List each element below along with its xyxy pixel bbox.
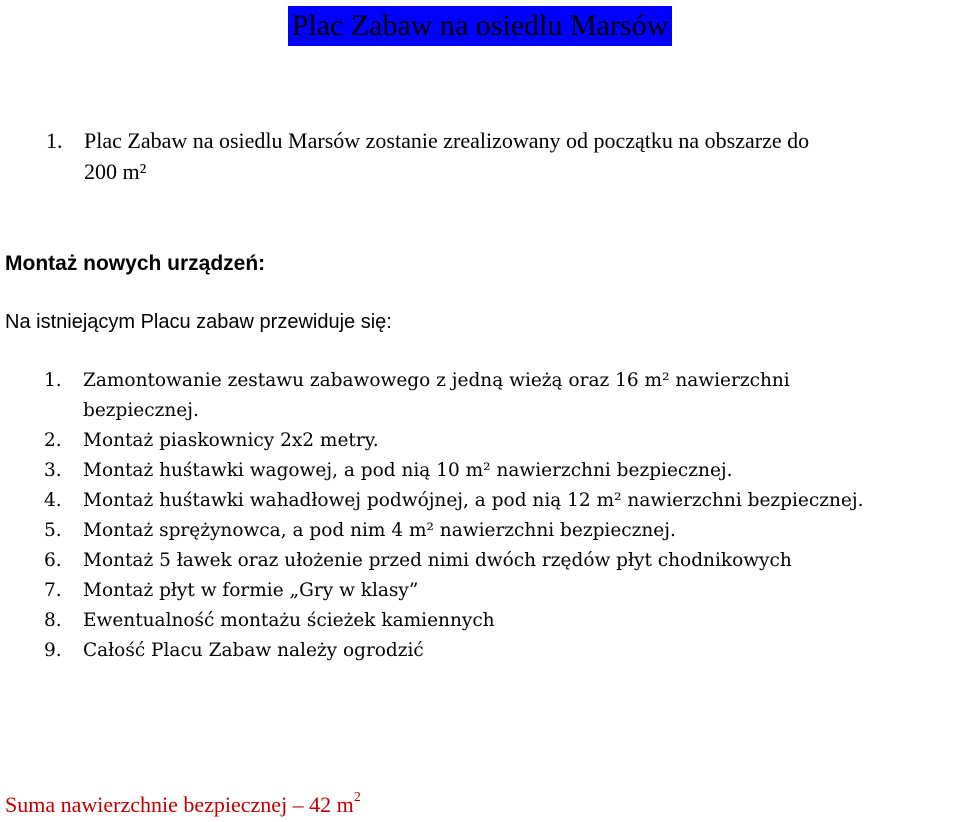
title-container xyxy=(0,6,960,46)
lead-text: Na istniejącym Placu zabaw przewiduje się: xyxy=(5,311,392,333)
list-item-number: 1. xyxy=(44,370,62,391)
list-item xyxy=(0,456,960,486)
list-item-text: Montaż huśtawki wagowej, a pod nią 10 m² nawierzchni bezpiecznej. xyxy=(83,460,733,481)
list-item xyxy=(0,576,960,606)
intro-paragraph xyxy=(46,126,946,156)
footer-superscript: 2 xyxy=(353,790,361,805)
list-item-number: 9. xyxy=(44,640,62,661)
list-item-text: Zamontowanie zestawu zabawowego z jedną wieżą oraz 16 m² nawierzchni xyxy=(83,370,790,391)
footer-total-text: Suma nawierzchnie bezpiecznej – 42 m xyxy=(5,792,354,817)
list-item-continuation: bezpiecznej. xyxy=(83,400,199,421)
list-item xyxy=(0,636,960,666)
list-item-text: Montaż huśtawki wahadłowej podwójnej, a pod nią 12 m² nawierzchni bezpiecznej. xyxy=(83,490,864,511)
intro-text-line2: 200 m² xyxy=(84,159,147,184)
list-item xyxy=(0,426,960,456)
footer-total xyxy=(5,781,361,822)
list-item-text: Montaż sprężynowca, a pod nim 4 m² nawierzchni bezpiecznej. xyxy=(83,520,676,541)
page-title: Plac Zabaw na osiedlu Marsów xyxy=(288,6,673,46)
intro-text-line1: Plac Zabaw na osiedlu Marsów zostanie zrealizowany od początku na obszarze do xyxy=(84,128,810,153)
list-item-number: 7. xyxy=(44,580,62,601)
list-item-number: 5. xyxy=(44,520,62,541)
list-item xyxy=(0,366,960,426)
list-item-number: 3. xyxy=(44,460,62,481)
list-item-text: Montaż płyt w formie „Gry w klasy” xyxy=(83,580,419,601)
list-item xyxy=(0,486,960,516)
list-item-number: 2. xyxy=(44,430,62,451)
intro-number: 1. xyxy=(46,128,63,153)
list-item-number: 4. xyxy=(44,490,62,511)
list-item-text: Ewentualność montażu ścieżek kamiennych xyxy=(83,610,495,631)
list-item-number: 6. xyxy=(44,550,62,571)
list-item-number: 8. xyxy=(44,610,62,631)
list-item xyxy=(0,516,960,546)
list-item xyxy=(0,606,960,636)
list-item-text: Montaż piaskownicy 2x2 metry. xyxy=(83,430,379,451)
list-item xyxy=(0,546,960,576)
task-list xyxy=(0,366,960,666)
list-item-text: Montaż 5 ławek oraz ułożenie przed nimi dwóch rzędów płyt chodnikowych xyxy=(83,550,792,571)
list-item-text: Całość Placu Zabaw należy ogrodzić xyxy=(83,640,424,661)
section-heading: Montaż nowych urządzeń: xyxy=(5,252,266,275)
